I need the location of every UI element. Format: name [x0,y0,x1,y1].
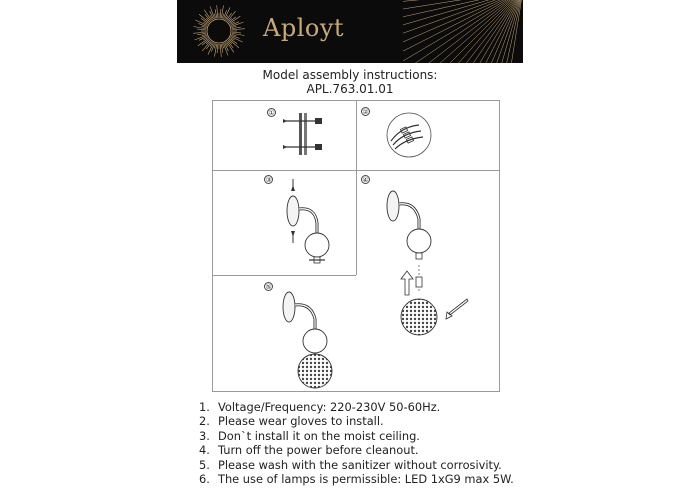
list-item: 6. The use of lamps is permissible: LED 1xG9 max 5W. [199,472,514,487]
list-item: 5. Please wash with the sanitizer without corrosivity. [199,457,502,472]
step-3-number: ③ [265,176,272,184]
instructions-list [199,400,514,486]
step-2-wiring-illustration [385,111,435,159]
sun-logo-icon [177,0,257,63]
step-1-bracket-illustration [281,109,331,159]
brand-logo-text: Aployt [263,14,345,42]
decorative-rays-icon [403,0,523,63]
list-item: 2. Please wear gloves to install. [199,414,384,429]
document-title: Model assembly instructions: [262,68,438,82]
step-4-fixture-illustration [381,181,491,371]
list-item: 3. Don`t install it on the moist ceiling. [199,428,420,443]
step-5-fixture-illustration [273,285,343,391]
divider [356,101,357,170]
list-item: 1. Voltage/Frequency: 220-230V 50-60Hz. [199,400,441,414]
step-5-number: ⑤ [265,283,272,291]
list-item: 4. Turn off the power before cleanout. [199,443,419,458]
step-1-number: ① [268,109,275,117]
step-2-number: ② [362,108,369,116]
model-code: APL.763.01.01 [306,82,394,96]
divider [356,170,357,275]
brand-banner [177,0,523,63]
step-3-fixture-illustration [279,179,339,273]
divider [213,275,356,276]
assembly-diagram-panel [212,100,500,392]
step-4-number: ④ [362,176,369,184]
